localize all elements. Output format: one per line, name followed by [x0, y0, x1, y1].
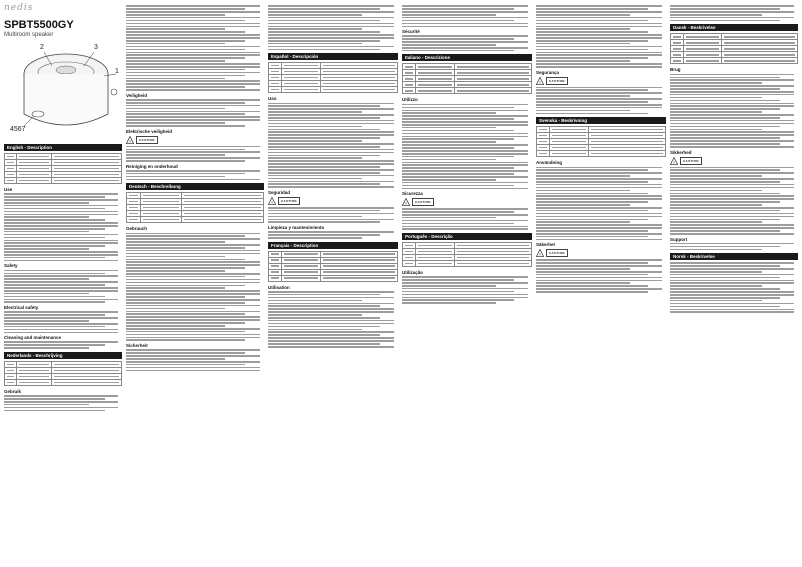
warning-icon: [536, 77, 544, 85]
description-table: [536, 126, 666, 157]
caution-label: CAUTION: [546, 249, 568, 257]
column-1: [4, 0, 122, 567]
svg-text:!: !: [405, 202, 407, 207]
heading-safety: Safety: [4, 263, 18, 269]
description-table: [4, 361, 122, 386]
heading-brug: Brug: [670, 67, 681, 73]
heading-seguranca: Segurança: [536, 69, 560, 75]
model-title: SPBT5500GY: [4, 19, 74, 31]
heading-reiniging: Reiniging en onderhoud: [126, 163, 178, 169]
warning-icon: [402, 198, 410, 206]
warning-icon: [670, 157, 678, 165]
brand-logo: nedis: [4, 3, 34, 13]
heading-elektrische: Elektrische veiligheid: [126, 128, 173, 134]
description-table: [126, 192, 264, 223]
heading-sicherheit: Sicherheit: [126, 343, 148, 349]
caution-label: CAUTION: [412, 198, 434, 206]
diagram-label: 2: [40, 44, 44, 51]
caution-block: [670, 157, 798, 165]
svg-text:!: !: [539, 253, 541, 258]
svg-text:!: !: [673, 160, 675, 165]
heading-securite: Sécurité: [402, 29, 420, 35]
svg-text:!: !: [271, 200, 273, 205]
heading-seguridad: Seguridad: [268, 189, 291, 195]
caution-block: [268, 197, 398, 205]
warning-icon: [536, 249, 544, 257]
caution-block: [126, 136, 264, 144]
description-table: [402, 242, 532, 267]
heading-use: Use: [4, 187, 13, 192]
heading-sicurezza: Sicurezza: [402, 191, 423, 197]
heading-limpieza: Limpieza y mantenimiento: [268, 225, 325, 231]
heading-electrical-safety: Electrical safety: [4, 305, 39, 311]
column-4: [402, 0, 532, 567]
heading-sakerhet: Säkerhet: [536, 242, 556, 248]
heading-cleaning: Cleaning and maintenance: [4, 335, 62, 341]
heading-uso: Uso: [268, 96, 277, 102]
description-table: [4, 153, 122, 184]
heading-sikkerhed: Sikkerhed: [670, 149, 692, 155]
diagram-label: 1: [115, 68, 119, 75]
column-2: [126, 0, 264, 567]
column-6: [670, 0, 798, 567]
heading-anvandning: Användning: [536, 160, 562, 166]
caution-label: CAUTION: [278, 197, 300, 205]
product-diagram: [4, 44, 122, 140]
column-3: [268, 0, 398, 567]
heading-support: Support: [670, 236, 688, 242]
description-table: [268, 251, 398, 282]
section-header-svenska: Svenska - Beskrivning: [536, 117, 666, 124]
description-table: [670, 33, 798, 64]
section-header-espanol: Español - Descripción: [268, 53, 398, 60]
caution-block: [536, 249, 666, 257]
caution-label: CAUTION: [546, 77, 568, 85]
section-header-deutsch: Deutsch - Beschreibung: [126, 183, 264, 190]
description-table: [268, 62, 398, 93]
diagram-label: 3: [94, 44, 98, 51]
section-header-dansk: Dansk - Beskrivelse: [670, 24, 798, 31]
section-header-italiano: Italiano - Descrizione: [402, 54, 532, 61]
caution-label: CAUTION: [680, 157, 702, 165]
heading-gebruik: Gebruik: [4, 388, 22, 394]
caution-block: [402, 198, 532, 206]
heading-veiligheid: Veiligheid: [126, 92, 148, 98]
diagram-label: 4567: [10, 126, 26, 133]
heading-gebrauch: Gebrauch: [126, 226, 148, 232]
section-header-francais: Français - Description: [268, 242, 398, 249]
caution-block: [536, 77, 666, 85]
warning-icon: [268, 197, 276, 205]
heading-utilisation: Utilisation: [268, 284, 290, 290]
product-subtitle: Multiroom speaker: [4, 32, 54, 38]
warning-icon: [126, 136, 134, 144]
section-header-norsk: Norsk - Beskrivelse: [670, 253, 798, 260]
svg-text:!: !: [539, 80, 541, 85]
description-table: [402, 63, 532, 94]
heading-utilizacao: Utilização: [402, 270, 424, 276]
column-5: [536, 0, 666, 567]
section-header-portugues: Português - Descrição: [402, 233, 532, 240]
svg-text:!: !: [129, 139, 131, 144]
caution-label: CAUTION: [136, 136, 158, 144]
section-header-nederlands: Nederlands - Beschrijving: [4, 352, 122, 359]
heading-utilizzo: Utilizzo: [402, 97, 418, 103]
section-header-english: English - Description: [4, 144, 122, 151]
